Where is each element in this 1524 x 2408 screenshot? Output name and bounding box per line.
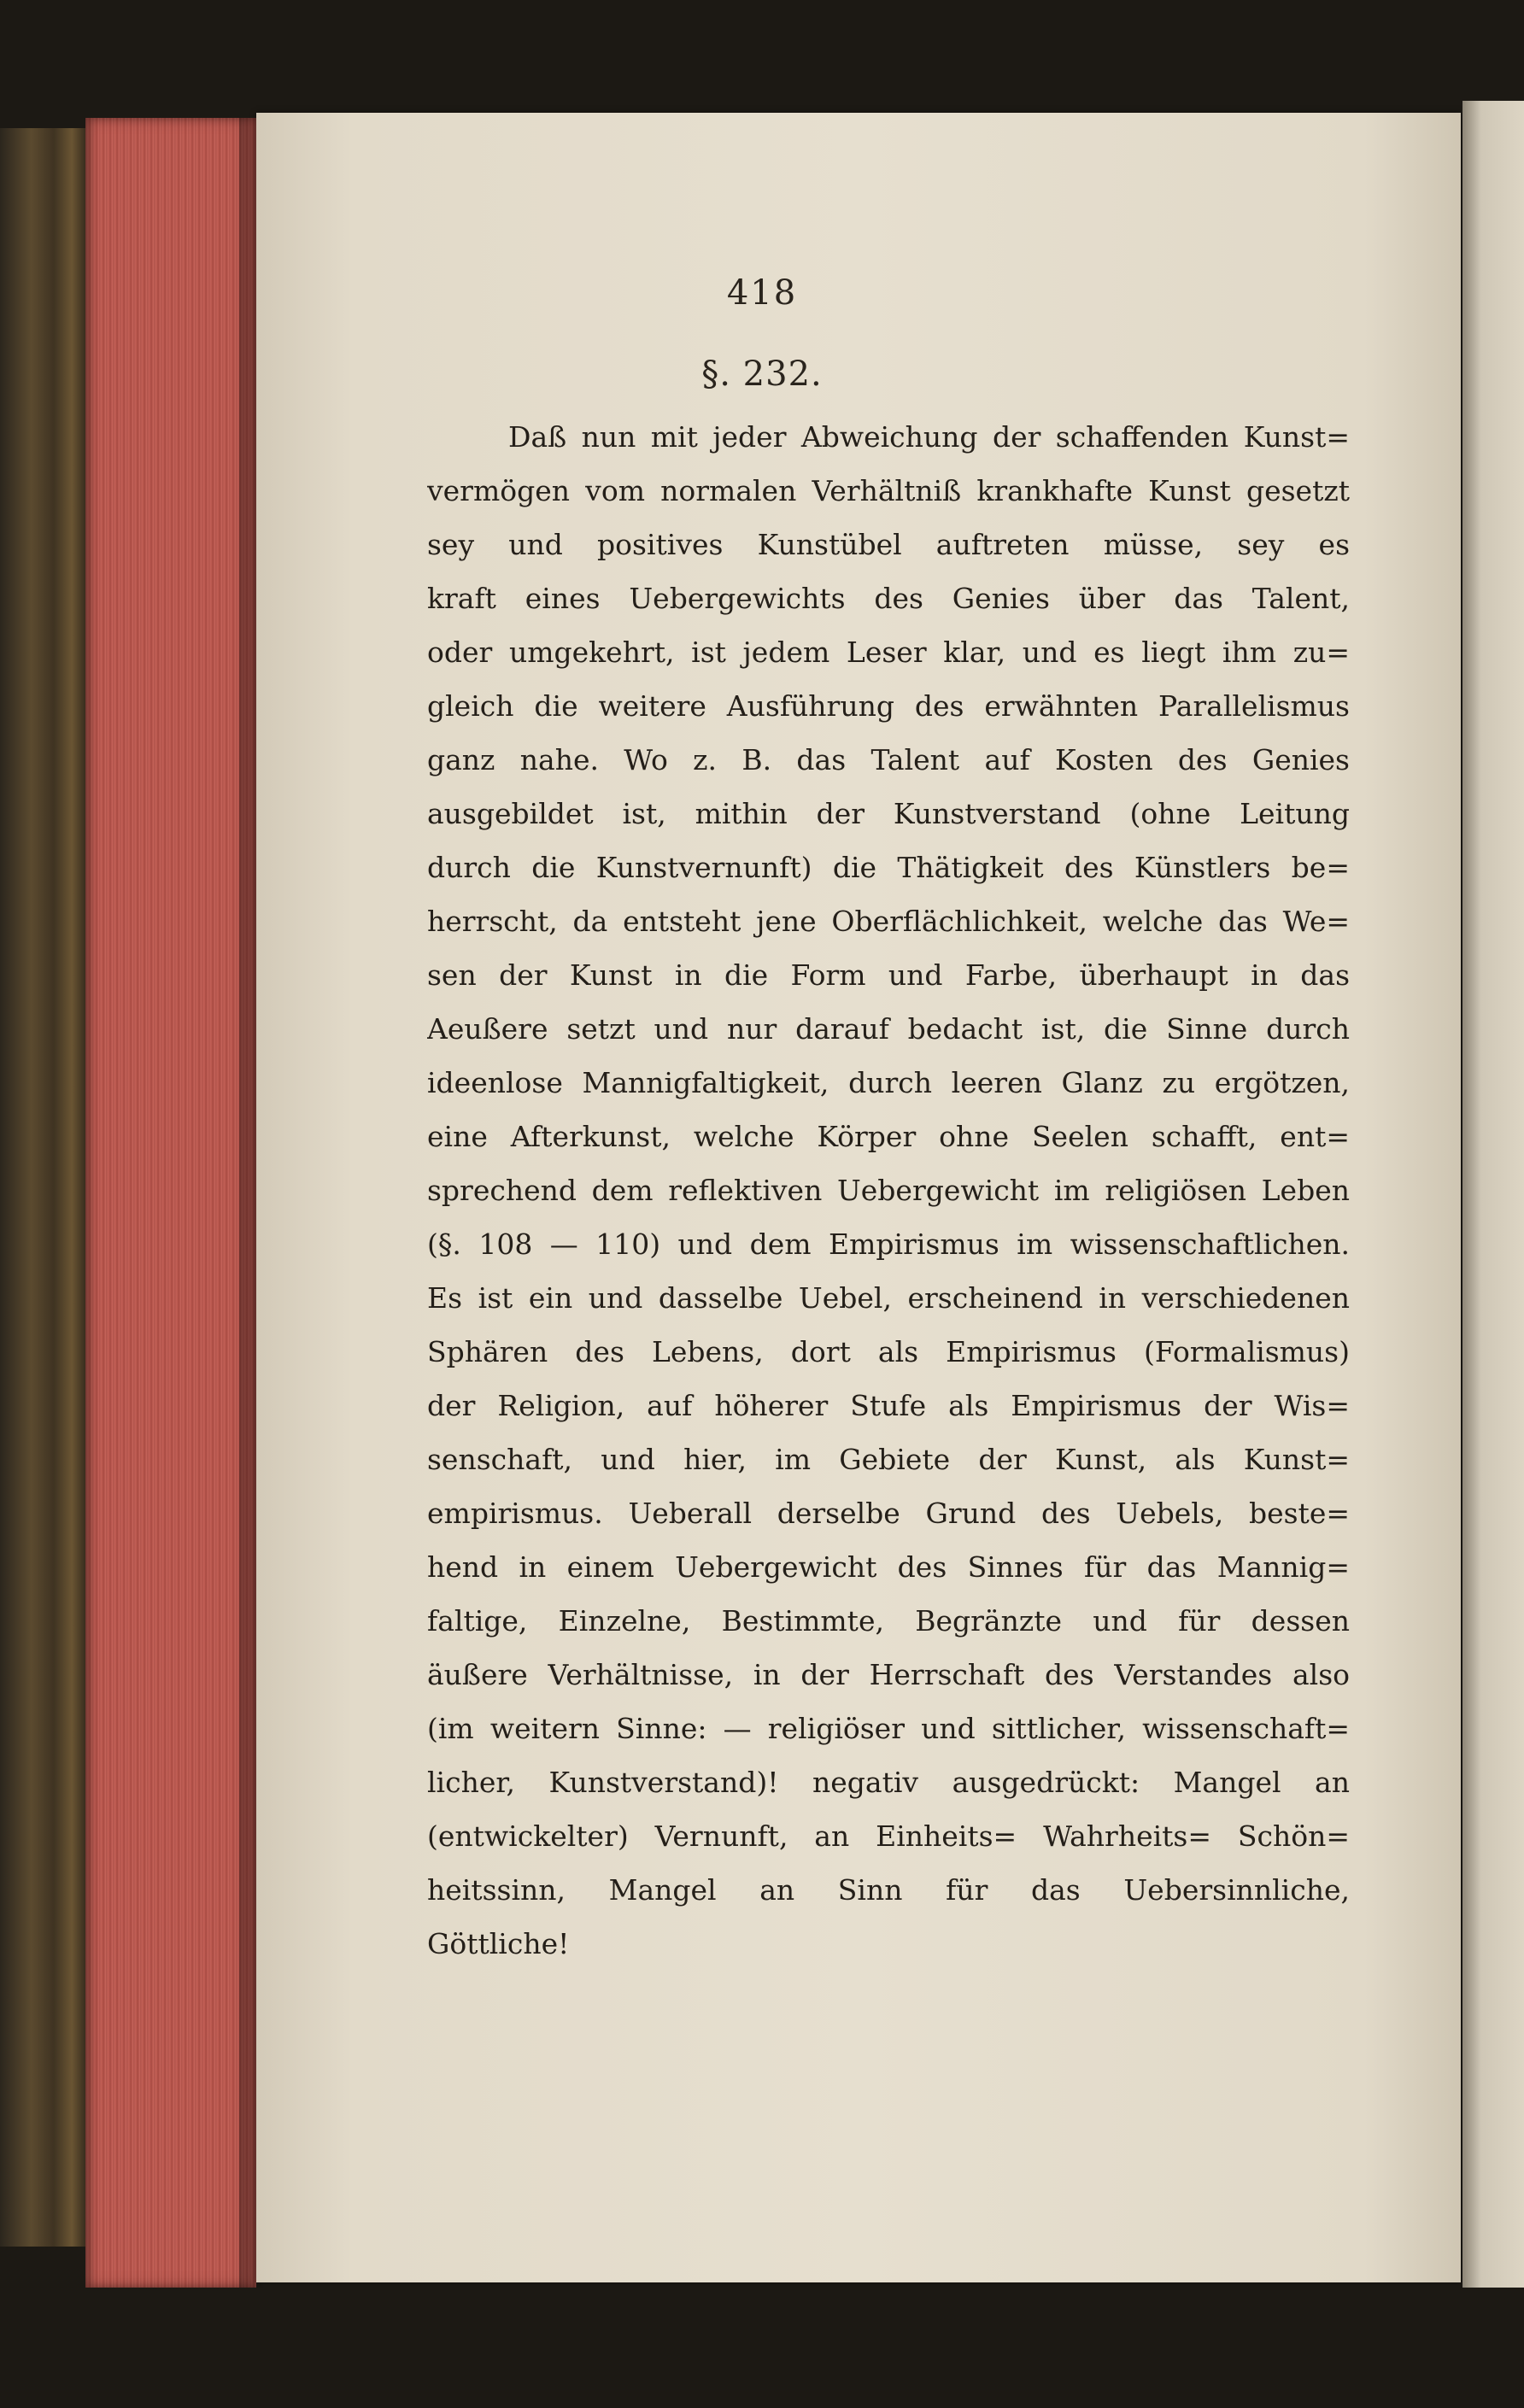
text-line: heitssinn, Mangel an Sinn für das Uebersinnliche, [427,1873,1350,1907]
text-line: licher, Kunstverstand)! negativ ausgedrückt: Mangel an [427,1766,1350,1799]
text-line: senschaft, und hier, im Gebiete der Kunst, als Kunst= [427,1443,1350,1476]
text-line: empirismus. Ueberall derselbe Grund des Uebels, beste= [427,1497,1350,1530]
text-line: kraft eines Uebergewichts des Genies über das Talent, [427,582,1350,615]
text-line: (im weitern Sinne: — religiöser und sittlicher, wissenschaft= [427,1712,1350,1745]
text-line: ideenlose Mannigfaltigkeit, durch leeren Glanz zu ergötzen, [427,1066,1350,1099]
text-line: der Religion, auf höherer Stufe als Empirismus der Wis= [427,1389,1350,1422]
text-line: äußere Verhältnisse, in der Herrschaft des Verstandes also [427,1658,1350,1691]
text-line: sey und positives Kunstübel auftreten müsse, sey es [427,528,1350,561]
book-cover-edge [0,128,90,2247]
text-line: Sphären des Lebens, dort als Empirismus (Formalismus) [427,1335,1350,1368]
text-line: Daß nun mit jeder Abweichung der schaffenden Kunst= [508,420,1350,454]
text-line: ausgebildet ist, mithin der Kunstverstand (ohne Leitung [427,797,1350,830]
text-line: ganz nahe. Wo z. B. das Talent auf Kosten des Genies [427,743,1350,776]
text-line: sen der Kunst in die Form und Farbe, überhaupt in das [427,958,1350,992]
text-line: Göttliche! [427,1927,570,1960]
body-text [427,410,1350,1971]
text-line: Es ist ein und dasselbe Uebel, erscheinend in verschiedenen [427,1281,1350,1315]
text-line: durch die Kunstvernunft) die Thätigkeit des Künstlers be= [427,851,1350,884]
red-page-edges [85,118,256,2288]
text-line: Aeußere setzt und nur darauf bedacht ist, die Sinne durch [427,1012,1350,1046]
text-line: faltige, Einzelne, Bestimmte, Begränzte und für dessen [427,1604,1350,1638]
text-line: herrscht, da entsteht jene Oberflächlichkeit, welche das We= [427,905,1350,938]
text-line: (entwickelter) Vernunft, an Einheits= Wahrheits= Schön= [427,1819,1350,1853]
text-line: sprechend dem reflektiven Uebergewicht im religiösen Leben [427,1174,1350,1207]
facing-page-edge [1462,101,1524,2288]
text-line: vermögen vom normalen Verhältniß krankhafte Kunst gesetzt [427,474,1350,507]
page-number: 418 [726,273,798,313]
text-line: oder umgekehrt, ist jedem Leser klar, und es liegt ihm zu= [427,636,1350,669]
section-heading: §. 232. [701,354,823,394]
text-line: eine Afterkunst, welche Körper ohne Seelen schafft, ent= [427,1120,1350,1153]
text-line: (§. 108 — 110) und dem Empirismus im wissenschaftlichen. [427,1227,1350,1261]
text-line: gleich die weitere Ausführung des erwähnten Parallelismus [427,689,1350,723]
text-line: hend in einem Uebergewicht des Sinnes für das Mannig= [427,1550,1350,1584]
